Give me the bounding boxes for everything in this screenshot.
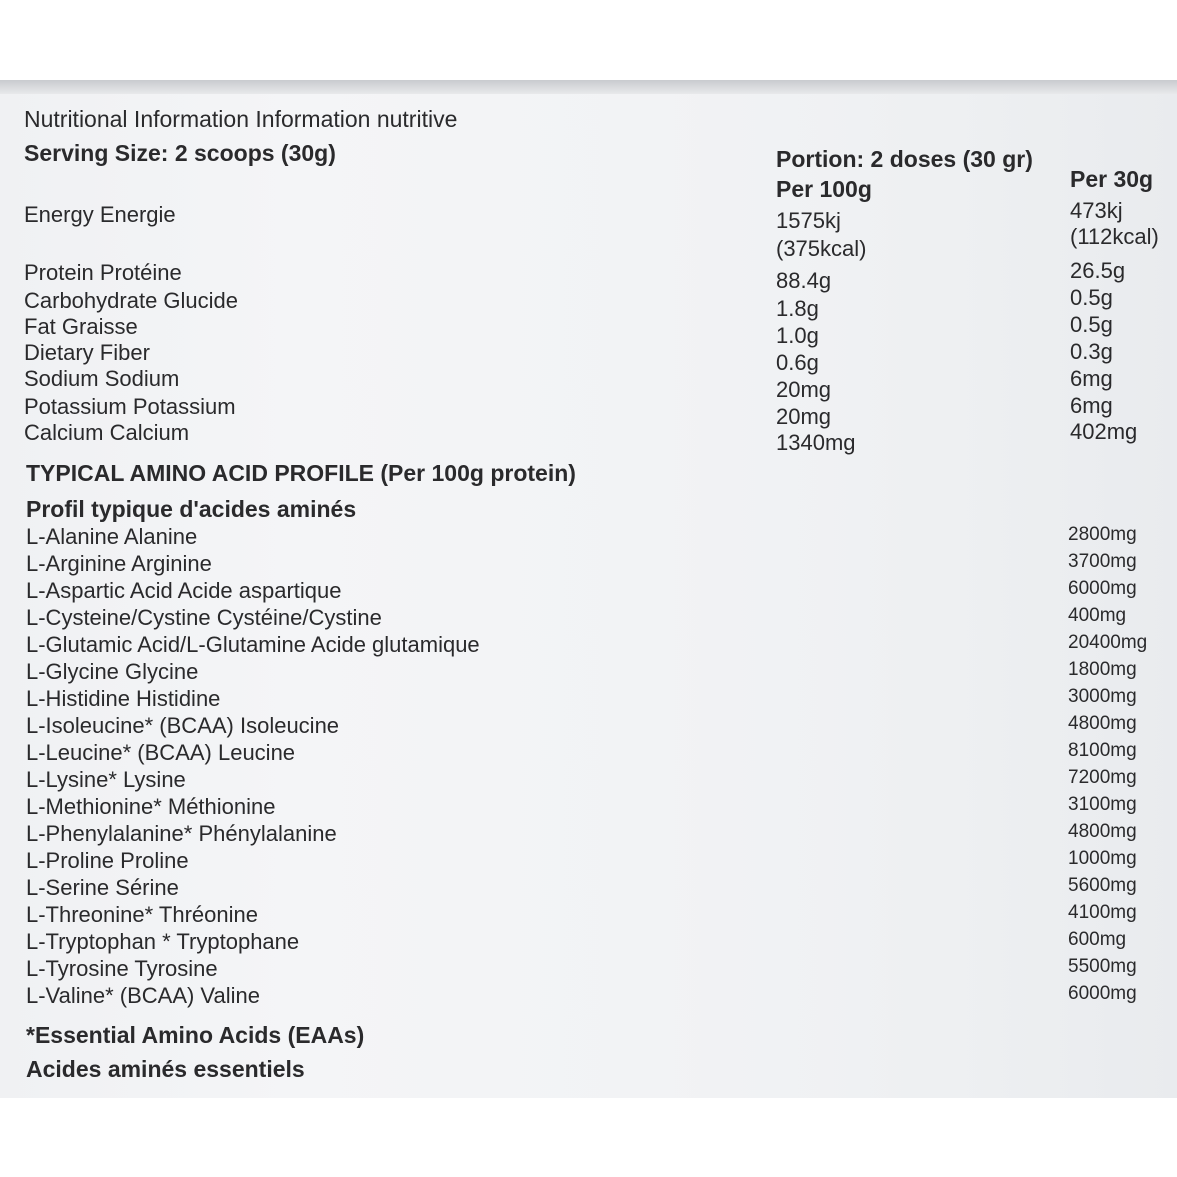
amino-value: 7200mg <box>1068 767 1137 788</box>
nutrient-name: Potassium Potassium <box>24 394 236 419</box>
nutrient-per30: 0.5g <box>1070 312 1113 337</box>
amino-name: L-Arginine Arginine <box>26 551 212 576</box>
amino-name: L-Alanine Alanine <box>26 524 198 549</box>
list-item <box>0 794 1177 821</box>
nutrient-per30: 473kj <box>1070 198 1123 223</box>
list-item <box>0 632 1177 659</box>
amino-value: 2800mg <box>1068 524 1137 545</box>
amino-value: 1000mg <box>1068 848 1137 869</box>
amino-value: 3100mg <box>1068 794 1137 815</box>
amino-value: 8100mg <box>1068 740 1137 761</box>
amino-name: L-Phenylalanine* Phénylalanine <box>26 821 337 846</box>
nutrient-per30: 0.5g <box>1070 285 1113 310</box>
nutrient-per30-kcal: (112kcal) <box>1070 224 1159 249</box>
nutrient-per30: 402mg <box>1070 419 1138 444</box>
list-item <box>0 578 1177 605</box>
amino-name: L-Tryptophan * Tryptophane <box>26 929 300 954</box>
nutrient-name: Sodium Sodium <box>24 366 180 391</box>
nutrient-name: Protein Protéine <box>24 260 182 285</box>
amino-value: 5500mg <box>1068 956 1137 977</box>
list-item <box>0 902 1177 929</box>
nutrient-per100: 0.6g <box>776 350 819 375</box>
nutrient-per100: 88.4g <box>776 268 832 293</box>
nutrient-per30: 6mg <box>1070 393 1113 418</box>
list-item <box>0 605 1177 632</box>
amino-value: 3000mg <box>1068 686 1137 707</box>
amino-value: 600mg <box>1068 929 1127 950</box>
amino-heading: TYPICAL AMINO ACID PROFILE (Per 100g protein) <box>26 460 576 486</box>
list-item <box>0 551 1177 578</box>
amino-name: L-Methionine* Méthionine <box>26 794 276 819</box>
amino-value: 400mg <box>1068 605 1127 626</box>
amino-name: L-Proline Proline <box>26 848 189 873</box>
list-item <box>0 821 1177 848</box>
list-item <box>0 686 1177 713</box>
list-item <box>0 956 1177 983</box>
nutrient-per100: 20mg <box>776 404 832 429</box>
amino-name: L-Histidine Histidine <box>26 686 221 711</box>
nutrient-per100: 1575kj <box>776 208 841 233</box>
list-item <box>0 875 1177 902</box>
list-item <box>0 983 1177 1010</box>
portion-size: Portion: 2 doses (30 gr) <box>776 146 1033 172</box>
label-title: Nutritional Information Information nutritive <box>24 106 458 132</box>
amino-value: 6000mg <box>1068 983 1137 1004</box>
list-item <box>0 929 1177 956</box>
nutrient-per100: 1340mg <box>776 430 856 455</box>
nutrient-per30: 0.3g <box>1070 339 1113 364</box>
amino-value: 6000mg <box>1068 578 1137 599</box>
nutrient-per30: 6mg <box>1070 366 1113 391</box>
amino-value: 4100mg <box>1068 902 1137 923</box>
column-header-per30: Per 30g <box>1070 166 1154 192</box>
list-item <box>0 659 1177 686</box>
amino-value: 1800mg <box>1068 659 1137 680</box>
amino-value: 4800mg <box>1068 713 1137 734</box>
amino-value: 20400mg <box>1068 632 1148 653</box>
amino-name: L-Lysine* Lysine <box>26 767 186 792</box>
column-header-per100: Per 100g <box>776 176 872 202</box>
list-item <box>0 524 1177 551</box>
amino-name: L-Tyrosine Tyrosine <box>26 956 218 981</box>
amino-name: L-Threonine* Thréonine <box>26 902 258 927</box>
nutrient-name: Energy Energie <box>24 202 176 227</box>
list-item <box>0 740 1177 767</box>
footnote-fr: Acides aminés essentiels <box>26 1056 305 1082</box>
serving-size: Serving Size: 2 scoops (30g) <box>24 140 336 166</box>
amino-heading-fr: Profil typique d'acides aminés <box>26 496 357 522</box>
amino-name: L-Leucine* (BCAA) Leucine <box>26 740 296 765</box>
footnote: *Essential Amino Acids (EAAs) <box>26 1022 365 1048</box>
nutrient-per100: 1.8g <box>776 296 819 321</box>
amino-name: L-Aspartic Acid Acide aspartique <box>26 578 342 603</box>
amino-value: 4800mg <box>1068 821 1137 842</box>
amino-value: 5600mg <box>1068 875 1137 896</box>
nutrient-per30: 26.5g <box>1070 258 1126 283</box>
amino-name: L-Isoleucine* (BCAA) Isoleucine <box>26 713 340 738</box>
amino-name: L-Cysteine/Cystine Cystéine/Cystine <box>26 605 382 630</box>
nutrient-name: Carbohydrate Glucide <box>24 288 239 313</box>
nutrition-label <box>0 80 1177 1098</box>
amino-name: L-Valine* (BCAA) Valine <box>26 983 260 1008</box>
nutrient-name: Calcium Calcium <box>24 420 190 445</box>
list-item <box>0 767 1177 794</box>
amino-name: L-Serine Sérine <box>26 875 179 900</box>
amino-name: L-Glycine Glycine <box>26 659 199 684</box>
nutrient-per100: 20mg <box>776 377 832 402</box>
nutrient-name: Fat Graisse <box>24 314 138 339</box>
nutrient-name: Dietary Fiber <box>24 340 150 365</box>
list-item <box>0 848 1177 875</box>
list-item <box>0 713 1177 740</box>
nutrient-per100: 1.0g <box>776 323 819 348</box>
nutrient-per100-kcal: (375kcal) <box>776 236 867 261</box>
amino-name: L-Glutamic Acid/L-Glutamine Acide glutamique <box>26 632 480 657</box>
amino-value: 3700mg <box>1068 551 1137 572</box>
label-photo <box>0 80 1177 1098</box>
